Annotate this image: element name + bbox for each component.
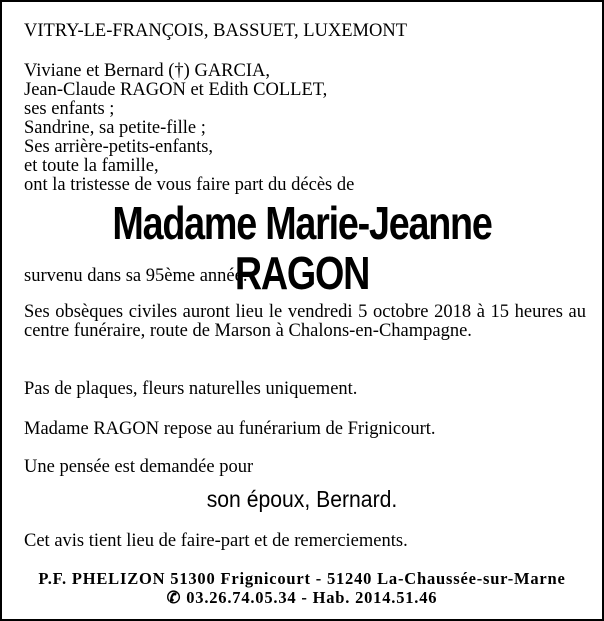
funeral-details: Ses obsèques civiles auront lieu le vendredi 5 octobre 2018 à 15 heures au centre funéraire, route de Marson à Chalons-en-Champagne. [24,302,586,341]
family-line-4: Sandrine, sa petite-fille ; [24,118,206,138]
family-line-5: Ses arrière-petits-enfants, [24,137,214,157]
announcement-line: ont la tristesse de vous faire part du décès de [24,175,355,195]
spouse-line: son époux, Bernard. [206,486,398,512]
flowers-note: Pas de plaques, fleurs naturelles uniquement. [24,379,358,399]
deceased-name: Madame Marie-Jeanne RAGON [112,197,492,299]
family-line-1: Viviane et Bernard (†) GARCIA, [24,61,271,81]
funeral-home-address: P.F. PHELIZON 51300 Frignicourt - 51240 La-Chaussée-sur-Marne [38,569,566,588]
age-line: survenu dans sa 95ème année. [24,266,248,286]
family-line-6: et toute la famille, [24,156,159,176]
funerarium-note: Madame RAGON repose au funérarium de Frignicourt. [24,419,436,439]
thought-request: Une pensée est demandée pour [24,457,254,477]
funeral-home-phone: ✆ 03.26.74.05.34 - Hab. 2014.51.46 [166,588,438,607]
closing-note: Cet avis tient lieu de faire-part et de remerciements. [24,531,408,551]
family-line-2: Jean-Claude RAGON et Edith COLLET, [24,80,328,100]
family-line-3: ses enfants ; [24,99,115,119]
towns-heading: VITRY-LE-FRANÇOIS, BASSUET, LUXEMONT [24,21,408,41]
